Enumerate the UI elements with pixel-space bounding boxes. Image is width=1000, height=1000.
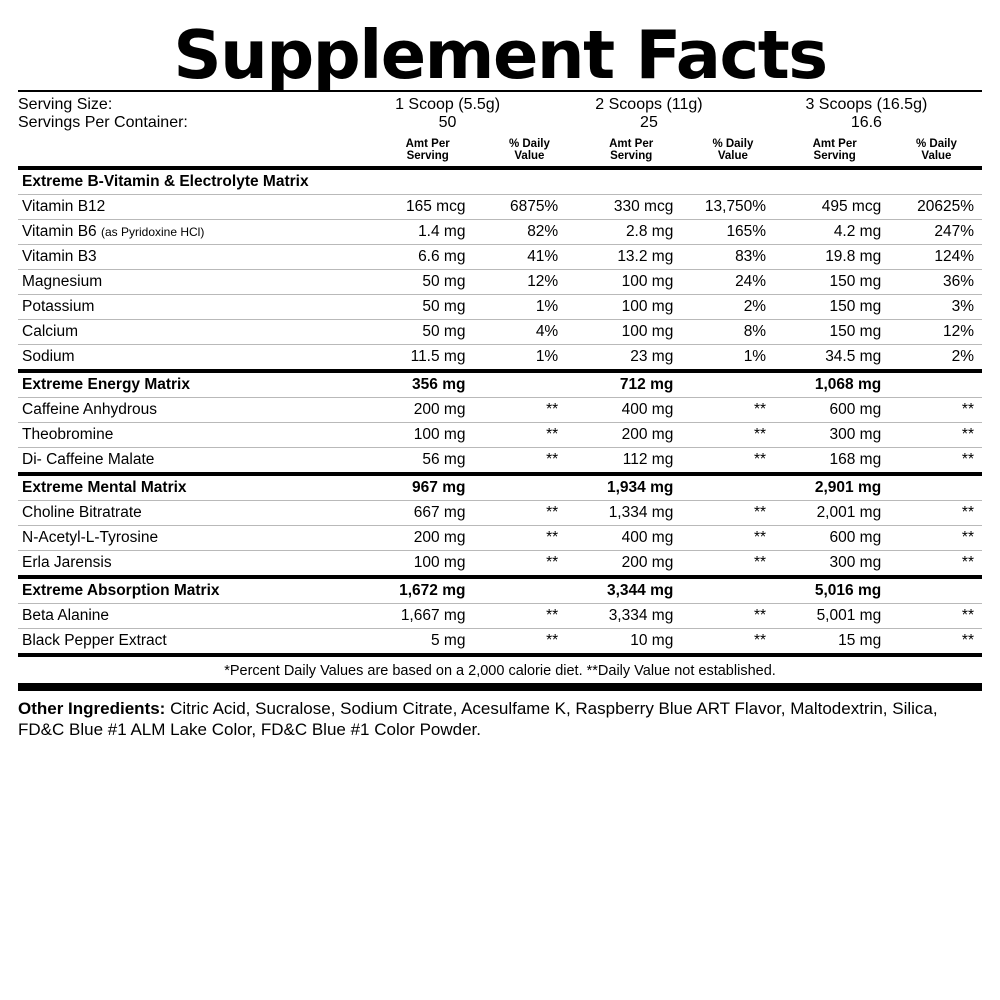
nutrient-amount-1: 5 mg xyxy=(430,631,466,649)
nutrient-dv-1: 12% xyxy=(471,269,566,294)
group-dv-1 xyxy=(471,474,566,501)
nutrition-table xyxy=(18,132,982,170)
serving-size-col-1: 1 Scoop (5.5g) xyxy=(395,95,501,113)
other-ingredients-text: Citric Acid, Sucralose, Sodium Citrate, Acesulfame K, Raspberry Blue ART Flavor, Maltodextrin, Silica, FD&C Blue #1 ALM Lake Color, FD&C Blue #1 Color Powder. xyxy=(18,698,938,740)
column-header-row xyxy=(18,132,982,166)
nutrient-amount-2: 330 mcg xyxy=(566,194,679,219)
group-header-row xyxy=(18,170,982,195)
nutrient-row xyxy=(18,219,982,244)
nutrient-name: Choline Bitratrate xyxy=(18,500,358,525)
nutrient-amount-1: 11.5 mg xyxy=(358,344,471,371)
group-dv-2 xyxy=(679,170,774,195)
nutrient-dv-1: ** xyxy=(471,422,566,447)
nutrient-name: Potassium xyxy=(18,294,358,319)
nutrient-name: N-Acetyl-L-Tyrosine xyxy=(18,525,358,550)
group-total-3 xyxy=(774,170,887,195)
nutrient-dv-2: ** xyxy=(679,500,774,525)
nutrient-amount-2: 1,334 mg xyxy=(566,500,679,525)
nutrient-amount-2: 2.8 mg xyxy=(566,219,679,244)
nutrient-amount-1: 100 mg xyxy=(358,422,471,447)
nutrient-amount-2: 112 mg xyxy=(566,447,679,474)
nutrient-name: Magnesium xyxy=(18,269,358,294)
nutrient-dv-3: ** xyxy=(887,397,982,422)
nutrient-name: Vitamin B12 xyxy=(18,194,358,219)
nutrient-dv-3: 12% xyxy=(887,319,982,344)
group-total-2: 3,344 mg xyxy=(566,577,679,604)
nutrient-dv-3: ** xyxy=(887,525,982,550)
nutrient-dv-3: 2% xyxy=(887,344,982,371)
servings-per-container-label: Servings Per Container: xyxy=(18,113,188,131)
header-amount-3 xyxy=(778,132,890,166)
header-blank xyxy=(18,132,371,166)
nutrient-amount-2: 100 mg xyxy=(566,269,679,294)
nutrient-amount-1: 165 mcg xyxy=(358,194,471,219)
nutrient-row xyxy=(18,269,982,294)
nutrient-dv-2: ** xyxy=(679,603,774,628)
nutrient-row xyxy=(18,603,982,628)
group-header-row xyxy=(18,474,982,501)
serving-size-row xyxy=(18,96,982,114)
nutrient-row xyxy=(18,294,982,319)
nutrient-amount-2: 100 mg xyxy=(566,319,679,344)
nutrient-dv-1: 41% xyxy=(471,244,566,269)
nutrient-dv-2: ** xyxy=(679,447,774,474)
nutrient-dv-3: 3% xyxy=(887,294,982,319)
nutrient-dv-3: ** xyxy=(887,422,982,447)
nutrient-amount-1: 200 mg xyxy=(358,525,471,550)
nutrient-amount-2: 3,334 mg xyxy=(566,603,679,628)
servings-per-container-row xyxy=(18,114,982,132)
nutrient-name: Vitamin B3 xyxy=(18,244,358,269)
nutrient-dv-3: ** xyxy=(887,447,982,474)
nutrient-amount-2: 400 mg xyxy=(566,525,679,550)
nutrient-name: Black Pepper Extract xyxy=(22,631,167,649)
nutrient-amount-3: 495 mcg xyxy=(774,194,887,219)
header-amount3-line1: Amt Per xyxy=(812,137,857,150)
nutrient-dv-3: 247% xyxy=(887,219,982,244)
nutrient-dv-3: ** xyxy=(961,631,974,649)
servings-per-container-col-2: 25 xyxy=(640,113,658,131)
nutrient-amount-1: 1,667 mg xyxy=(358,603,471,628)
header-dv-2 xyxy=(687,132,778,166)
nutrient-dv-2: 83% xyxy=(679,244,774,269)
daily-value-footnote: *Percent Daily Values are based on a 2,000 calorie diet. **Daily Value not established. xyxy=(224,662,776,679)
other-ingredients-label: Other Ingredients: xyxy=(18,698,166,718)
nutrient-amount-1: 667 mg xyxy=(358,500,471,525)
nutrient-name: Theobromine xyxy=(18,422,358,447)
nutrient-dv-3: 36% xyxy=(887,269,982,294)
nutrient-amount-3: 4.2 mg xyxy=(774,219,887,244)
nutrient-name: Di- Caffeine Malate xyxy=(18,447,358,474)
nutrient-name-note: (as Pyridoxine HCl) xyxy=(100,224,205,239)
nutrient-dv-3: ** xyxy=(887,603,982,628)
header-dv-line2: Value xyxy=(514,149,545,162)
nutrient-dv-1: ** xyxy=(471,550,566,577)
nutrient-amount-3: 300 mg xyxy=(774,550,887,577)
group-total-3: 5,016 mg xyxy=(774,577,887,604)
nutrient-row xyxy=(18,244,982,269)
nutrient-amount-3: 34.5 mg xyxy=(774,344,887,371)
nutrient-amount-2: 400 mg xyxy=(566,397,679,422)
nutrient-name: Calcium xyxy=(18,319,358,344)
header-dv-1 xyxy=(484,132,575,166)
nutrient-dv-1: ** xyxy=(471,447,566,474)
nutrient-row xyxy=(18,344,982,371)
group-dv-3 xyxy=(887,371,982,398)
servings-per-container-col-1: 50 xyxy=(438,113,457,131)
group-total-2: 712 mg xyxy=(566,371,679,398)
group-dv-3 xyxy=(887,170,982,195)
nutrient-amount-3: 15 mg xyxy=(838,631,882,649)
nutrient-row xyxy=(18,550,982,577)
nutrient-amount-2: 23 mg xyxy=(566,344,679,371)
other-ingredients xyxy=(18,691,982,741)
nutrient-amount-1: 50 mg xyxy=(358,269,471,294)
nutrient-dv-3: ** xyxy=(887,500,982,525)
nutrient-amount-3: 19.8 mg xyxy=(774,244,887,269)
group-total-1: 1,672 mg xyxy=(358,577,471,604)
nutrient-dv-1: 1% xyxy=(471,344,566,371)
nutrient-name: Sodium xyxy=(18,344,358,371)
nutrient-row xyxy=(18,500,982,525)
nutrient-dv-1: 4% xyxy=(471,319,566,344)
nutrient-row xyxy=(18,194,982,219)
nutrient-amount-2: 13.2 mg xyxy=(566,244,679,269)
group-dv-2 xyxy=(679,577,774,604)
nutrient-dv-2: 165% xyxy=(679,219,774,244)
header-amount3-line2: Serving xyxy=(813,149,856,162)
group-dv-1 xyxy=(471,371,566,398)
nutrient-dv-2: ** xyxy=(679,525,774,550)
nutrient-dv-1: ** xyxy=(471,525,566,550)
header-amount2-line1: Amt Per xyxy=(609,137,654,150)
group-dv-2 xyxy=(679,371,774,398)
nutrient-dv-2: 24% xyxy=(679,269,774,294)
group-dv-1 xyxy=(471,577,566,604)
nutrient-dv-3: 20625% xyxy=(887,194,982,219)
nutrient-amount-3: 150 mg xyxy=(774,294,887,319)
group-total-1 xyxy=(358,170,471,195)
group-dv-2 xyxy=(679,474,774,501)
nutrient-dv-1: ** xyxy=(471,397,566,422)
group-total-1: 356 mg xyxy=(358,371,471,398)
page-title: Supplement Facts xyxy=(173,16,827,94)
group-dv-1 xyxy=(471,170,566,195)
group-name: Extreme Energy Matrix xyxy=(18,371,358,398)
header-dv3-line2: Value xyxy=(921,149,952,162)
divider-above-other-ingredients xyxy=(18,683,982,691)
nutrient-dv-2: 8% xyxy=(679,319,774,344)
servings-per-container-col-3: 16.6 xyxy=(850,113,882,131)
group-total-3: 1,068 mg xyxy=(774,371,887,398)
nutrient-dv-2: ** xyxy=(679,397,774,422)
header-dv3-line1: % Daily xyxy=(915,137,957,150)
header-amount-line1: Amt Per xyxy=(405,137,450,150)
nutrient-dv-2: ** xyxy=(679,550,774,577)
nutrient-name: Erla Jarensis xyxy=(18,550,358,577)
group-header-row xyxy=(18,577,982,604)
nutrient-name: Caffeine Anhydrous xyxy=(18,397,358,422)
header-amount-line2: Serving xyxy=(406,149,449,162)
nutrient-dv-2: 13,750% xyxy=(679,194,774,219)
nutrient-dv-2: ** xyxy=(679,422,774,447)
nutrient-row xyxy=(18,447,982,474)
nutrient-amount-1: 50 mg xyxy=(358,294,471,319)
nutrient-row xyxy=(18,628,982,653)
nutrient-row xyxy=(18,319,982,344)
nutrient-dv-1: 6875% xyxy=(471,194,566,219)
serving-info-table xyxy=(18,96,982,132)
group-total-2: 1,934 mg xyxy=(566,474,679,501)
header-dv2-line2: Value xyxy=(717,149,748,162)
nutrient-amount-3: 2,001 mg xyxy=(774,500,887,525)
nutrient-amount-3: 300 mg xyxy=(774,422,887,447)
nutrient-amount-1: 6.6 mg xyxy=(358,244,471,269)
header-dv-3 xyxy=(891,132,982,166)
nutrient-dv-1: ** xyxy=(546,631,559,649)
nutrient-amount-1: 1.4 mg xyxy=(358,219,471,244)
nutrient-name: Vitamin B6 (as Pyridoxine HCl) xyxy=(18,219,358,244)
nutrient-amount-1: 200 mg xyxy=(358,397,471,422)
nutrient-dv-1: ** xyxy=(471,603,566,628)
nutrient-amount-3: 600 mg xyxy=(774,525,887,550)
serving-size-col-2: 2 Scoops (11g) xyxy=(595,95,703,113)
header-amount-1 xyxy=(371,132,483,166)
group-dv-3 xyxy=(887,577,982,604)
serving-size-label: Serving Size: xyxy=(18,95,113,113)
header-amount2-line2: Serving xyxy=(610,149,653,162)
nutrient-amount-3: 168 mg xyxy=(774,447,887,474)
nutrient-row xyxy=(18,525,982,550)
nutrient-amount-3: 150 mg xyxy=(774,269,887,294)
serving-size-col-3: 3 Scoops (16.5g) xyxy=(805,95,928,113)
nutrient-amount-1: 56 mg xyxy=(358,447,471,474)
nutrient-amount-1: 50 mg xyxy=(358,319,471,344)
group-header-row xyxy=(18,371,982,398)
nutrient-amount-3: 150 mg xyxy=(774,319,887,344)
group-total-2 xyxy=(566,170,679,195)
group-name: Extreme B-Vitamin & Electrolyte Matrix xyxy=(18,170,358,195)
nutrient-row xyxy=(18,422,982,447)
nutrient-amount-1: 100 mg xyxy=(358,550,471,577)
header-amount-2 xyxy=(575,132,687,166)
group-dv-3 xyxy=(887,474,982,501)
nutrient-dv-1: ** xyxy=(471,500,566,525)
header-underline-row xyxy=(18,166,982,168)
nutrition-body xyxy=(18,170,982,653)
group-name: Extreme Absorption Matrix xyxy=(18,577,358,604)
nutrient-amount-3: 600 mg xyxy=(774,397,887,422)
nutrient-amount-2: 200 mg xyxy=(566,550,679,577)
nutrient-dv-3: ** xyxy=(887,550,982,577)
nutrient-dv-2: 2% xyxy=(679,294,774,319)
nutrient-amount-2: 200 mg xyxy=(566,422,679,447)
group-total-3: 2,901 mg xyxy=(774,474,887,501)
nutrient-dv-2: 1% xyxy=(679,344,774,371)
header-dv2-line1: % Daily xyxy=(712,137,754,150)
group-name: Extreme Mental Matrix xyxy=(18,474,358,501)
group-total-1: 967 mg xyxy=(358,474,471,501)
nutrient-dv-1: 1% xyxy=(471,294,566,319)
nutrient-amount-2: 100 mg xyxy=(566,294,679,319)
header-dv-line1: % Daily xyxy=(508,137,550,150)
nutrient-row xyxy=(18,397,982,422)
nutrient-amount-2: 10 mg xyxy=(630,631,674,649)
nutrient-dv-3: 124% xyxy=(887,244,982,269)
nutrient-amount-3: 5,001 mg xyxy=(774,603,887,628)
nutrient-name: Beta Alanine xyxy=(18,603,358,628)
nutrient-dv-2: ** xyxy=(754,631,767,649)
nutrient-dv-1: 82% xyxy=(471,219,566,244)
